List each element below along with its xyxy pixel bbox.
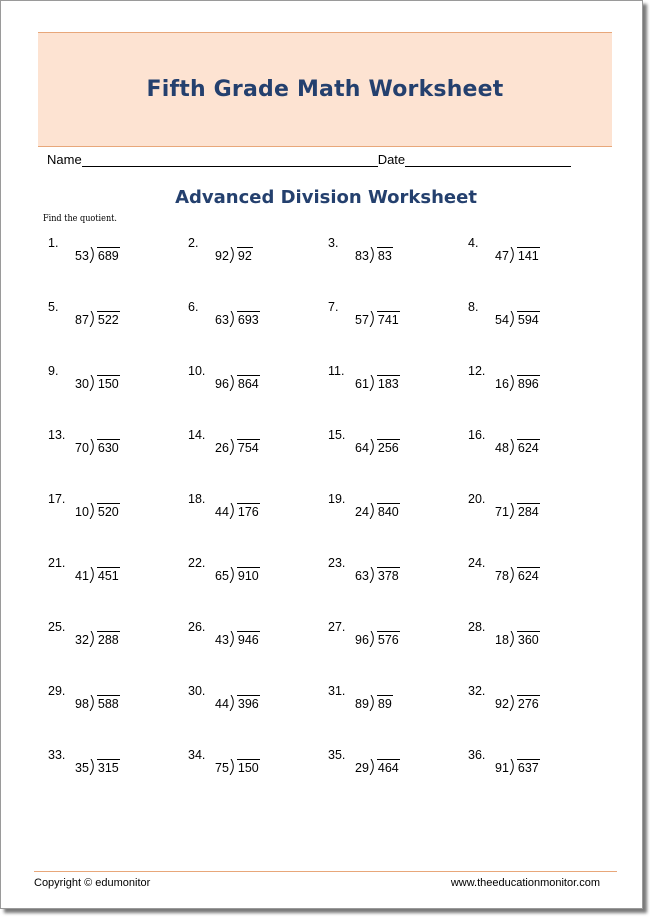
division-problem	[48, 428, 168, 468]
dividend: 141	[517, 249, 539, 263]
divisor: 91	[495, 761, 509, 775]
dividend: 522	[97, 313, 119, 327]
dividend: 176	[237, 505, 259, 519]
dividend: 396	[237, 697, 259, 711]
division-bracket-icon	[229, 247, 237, 263]
long-division	[355, 441, 400, 455]
division-bracket-icon	[89, 439, 97, 455]
division-problem	[468, 428, 588, 468]
divisor: 64	[355, 441, 369, 455]
long-division	[75, 761, 120, 775]
divisor: 44	[215, 697, 229, 711]
divisor: 70	[75, 441, 89, 455]
divisor: 96	[355, 633, 369, 647]
division-problem	[48, 300, 168, 340]
divisor: 75	[215, 761, 229, 775]
division-bracket-icon	[89, 311, 97, 327]
problem-number: 5.	[48, 300, 59, 314]
long-division	[355, 505, 400, 519]
divisor: 92	[215, 249, 229, 263]
long-division	[215, 377, 260, 391]
division-problem	[188, 364, 308, 404]
division-problem	[188, 236, 308, 276]
divisor: 29	[355, 761, 369, 775]
division-problem	[468, 300, 588, 340]
problem-number: 22.	[188, 556, 206, 570]
divisor: 98	[75, 697, 89, 711]
divisor: 48	[495, 441, 509, 455]
dividend: 754	[237, 441, 259, 455]
divisor: 61	[355, 377, 369, 391]
dividend: 288	[97, 633, 119, 647]
dividend: 360	[517, 633, 539, 647]
problem-number: 7.	[328, 300, 339, 314]
division-problem	[468, 236, 588, 276]
division-problem	[48, 556, 168, 596]
divisor: 83	[355, 249, 369, 263]
problem-number: 32.	[468, 684, 486, 698]
division-problem	[48, 364, 168, 404]
division-problem	[468, 364, 588, 404]
dividend: 315	[97, 761, 119, 775]
division-bracket-icon	[89, 503, 97, 519]
divisor: 32	[75, 633, 89, 647]
dividend: 637	[517, 761, 539, 775]
divisor: 24	[355, 505, 369, 519]
division-problem	[328, 620, 448, 660]
division-problem	[328, 428, 448, 468]
divisor: 96	[215, 377, 229, 391]
division-bracket-icon	[369, 503, 377, 519]
dividend: 840	[377, 505, 399, 519]
long-division	[495, 441, 540, 455]
dividend: 630	[97, 441, 119, 455]
footer-divider	[34, 871, 617, 872]
divisor: 47	[495, 249, 509, 263]
problem-number: 10.	[188, 364, 206, 378]
division-problem	[328, 300, 448, 340]
divisor: 30	[75, 377, 89, 391]
problem-number: 9.	[48, 364, 59, 378]
dividend: 451	[97, 569, 119, 583]
dividend: 89	[377, 697, 392, 711]
problem-number: 17.	[48, 492, 66, 506]
name-label: Name	[47, 152, 82, 167]
division-bracket-icon	[89, 759, 97, 775]
division-bracket-icon	[509, 247, 517, 263]
dividend: 183	[377, 377, 399, 391]
division-problem	[188, 492, 308, 532]
long-division	[495, 505, 540, 519]
problem-number: 24.	[468, 556, 486, 570]
division-bracket-icon	[509, 375, 517, 391]
division-bracket-icon	[509, 503, 517, 519]
division-problem	[188, 620, 308, 660]
long-division	[495, 761, 540, 775]
division-problem	[468, 748, 588, 788]
long-division	[75, 569, 120, 583]
dividend: 910	[237, 569, 259, 583]
dividend: 83	[377, 249, 392, 263]
division-bracket-icon	[509, 631, 517, 647]
division-bracket-icon	[229, 759, 237, 775]
division-problem	[48, 620, 168, 660]
dividend: 594	[517, 313, 539, 327]
division-bracket-icon	[509, 311, 517, 327]
division-problem	[468, 684, 588, 724]
problem-number: 28.	[468, 620, 486, 634]
copyright-text: Copyright © edumonitor	[34, 877, 151, 889]
date-label: Date	[377, 152, 406, 167]
problem-number: 4.	[468, 236, 479, 250]
website-link[interactable]: www.theeducationmonitor.com	[450, 877, 600, 889]
problem-number: 31.	[328, 684, 346, 698]
long-division	[215, 441, 260, 455]
division-problem	[468, 492, 588, 532]
division-problem	[328, 684, 448, 724]
divisor: 35	[75, 761, 89, 775]
dividend: 689	[97, 249, 119, 263]
divisor: 44	[215, 505, 229, 519]
division-problem	[48, 236, 168, 276]
long-division	[75, 249, 120, 263]
problem-number: 29.	[48, 684, 66, 698]
dividend: 520	[97, 505, 119, 519]
long-division	[215, 249, 253, 263]
problem-number: 20.	[468, 492, 486, 506]
long-division	[495, 633, 540, 647]
problem-number: 19.	[328, 492, 346, 506]
divisor: 41	[75, 569, 89, 583]
problem-number: 36.	[468, 748, 486, 762]
divisor: 26	[215, 441, 229, 455]
divisor: 78	[495, 569, 509, 583]
division-problem	[48, 684, 168, 724]
division-problem	[328, 364, 448, 404]
long-division	[75, 697, 120, 711]
problem-number: 13.	[48, 428, 66, 442]
division-bracket-icon	[229, 503, 237, 519]
division-bracket-icon	[369, 311, 377, 327]
long-division	[495, 569, 540, 583]
long-division	[355, 697, 393, 711]
division-problem	[48, 748, 168, 788]
long-division	[215, 505, 260, 519]
dividend: 256	[377, 441, 399, 455]
division-bracket-icon	[369, 439, 377, 455]
division-problem	[328, 236, 448, 276]
division-bracket-icon	[509, 439, 517, 455]
problem-number: 15.	[328, 428, 346, 442]
long-division	[75, 377, 120, 391]
divisor: 57	[355, 313, 369, 327]
problem-number: 35.	[328, 748, 346, 762]
dividend: 150	[237, 761, 259, 775]
division-problem	[188, 748, 308, 788]
long-division	[495, 313, 540, 327]
page-title: Fifth Grade Math Worksheet	[146, 77, 504, 102]
long-division	[355, 377, 400, 391]
division-problem	[328, 492, 448, 532]
instruction-text: Find the quotient.	[43, 214, 117, 224]
long-division	[495, 697, 540, 711]
division-bracket-icon	[229, 695, 237, 711]
dividend: 741	[377, 313, 399, 327]
division-bracket-icon	[89, 375, 97, 391]
division-bracket-icon	[229, 439, 237, 455]
division-bracket-icon	[369, 631, 377, 647]
dividend: 284	[517, 505, 539, 519]
division-problem	[328, 748, 448, 788]
problem-number: 16.	[468, 428, 486, 442]
long-division	[495, 249, 540, 263]
problem-grid	[1, 1, 650, 801]
division-problem	[188, 428, 308, 468]
division-bracket-icon	[229, 311, 237, 327]
long-division	[355, 249, 393, 263]
long-division	[215, 761, 260, 775]
long-division	[495, 377, 540, 391]
problem-number: 27.	[328, 620, 346, 634]
problem-number: 6.	[188, 300, 199, 314]
long-division	[355, 313, 400, 327]
division-bracket-icon	[369, 567, 377, 583]
dividend: 588	[97, 697, 119, 711]
long-division	[215, 633, 260, 647]
divisor: 87	[75, 313, 89, 327]
division-bracket-icon	[89, 567, 97, 583]
division-bracket-icon	[509, 567, 517, 583]
division-problem	[188, 300, 308, 340]
divisor: 63	[355, 569, 369, 583]
divisor: 16	[495, 377, 509, 391]
division-bracket-icon	[369, 695, 377, 711]
long-division	[215, 569, 260, 583]
problem-number: 11.	[328, 364, 345, 378]
long-division	[75, 505, 120, 519]
problem-number: 14.	[188, 428, 206, 442]
dividend: 464	[377, 761, 399, 775]
dividend: 276	[517, 697, 539, 711]
division-bracket-icon	[89, 695, 97, 711]
divisor: 10	[75, 505, 89, 519]
problem-number: 25.	[48, 620, 66, 634]
divisor: 54	[495, 313, 509, 327]
division-bracket-icon	[89, 247, 97, 263]
dividend: 150	[97, 377, 119, 391]
division-bracket-icon	[369, 375, 377, 391]
problem-number: 23.	[328, 556, 346, 570]
dividend: 864	[237, 377, 259, 391]
long-division	[215, 313, 260, 327]
problem-number: 1.	[48, 236, 59, 250]
dividend: 92	[237, 249, 252, 263]
division-problem	[188, 556, 308, 596]
division-bracket-icon	[509, 695, 517, 711]
division-bracket-icon	[229, 375, 237, 391]
long-division	[355, 569, 400, 583]
problem-number: 12.	[468, 364, 486, 378]
long-division	[215, 697, 260, 711]
division-bracket-icon	[89, 631, 97, 647]
problem-number: 3.	[328, 236, 339, 250]
dividend: 624	[517, 441, 539, 455]
dividend: 576	[377, 633, 399, 647]
division-problem	[468, 620, 588, 660]
division-bracket-icon	[369, 247, 377, 263]
problem-number: 21.	[48, 556, 66, 570]
long-division	[75, 441, 120, 455]
problem-number: 8.	[468, 300, 479, 314]
division-bracket-icon	[369, 759, 377, 775]
division-problem	[328, 556, 448, 596]
long-division	[355, 633, 400, 647]
division-bracket-icon	[509, 759, 517, 775]
division-bracket-icon	[229, 567, 237, 583]
problem-number: 2.	[188, 236, 199, 250]
long-division	[75, 633, 120, 647]
division-problem	[188, 684, 308, 724]
divisor: 63	[215, 313, 229, 327]
division-bracket-icon	[229, 631, 237, 647]
divisor: 92	[495, 697, 509, 711]
problem-number: 33.	[48, 748, 66, 762]
division-problem	[48, 492, 168, 532]
dividend: 693	[237, 313, 259, 327]
dividend: 624	[517, 569, 539, 583]
long-division	[355, 761, 400, 775]
division-problem	[468, 556, 588, 596]
divisor: 53	[75, 249, 89, 263]
worksheet-title: Advanced Division Worksheet	[175, 187, 477, 208]
divisor: 18	[495, 633, 509, 647]
divisor: 43	[215, 633, 229, 647]
divisor: 71	[495, 505, 509, 519]
long-division	[75, 313, 120, 327]
problem-number: 34.	[188, 748, 206, 762]
dividend: 378	[377, 569, 399, 583]
problem-number: 30.	[188, 684, 206, 698]
dividend: 946	[237, 633, 259, 647]
problem-number: 26.	[188, 620, 206, 634]
dividend: 896	[517, 377, 539, 391]
problem-number: 18.	[188, 492, 206, 506]
divisor: 65	[215, 569, 229, 583]
divisor: 89	[355, 697, 369, 711]
